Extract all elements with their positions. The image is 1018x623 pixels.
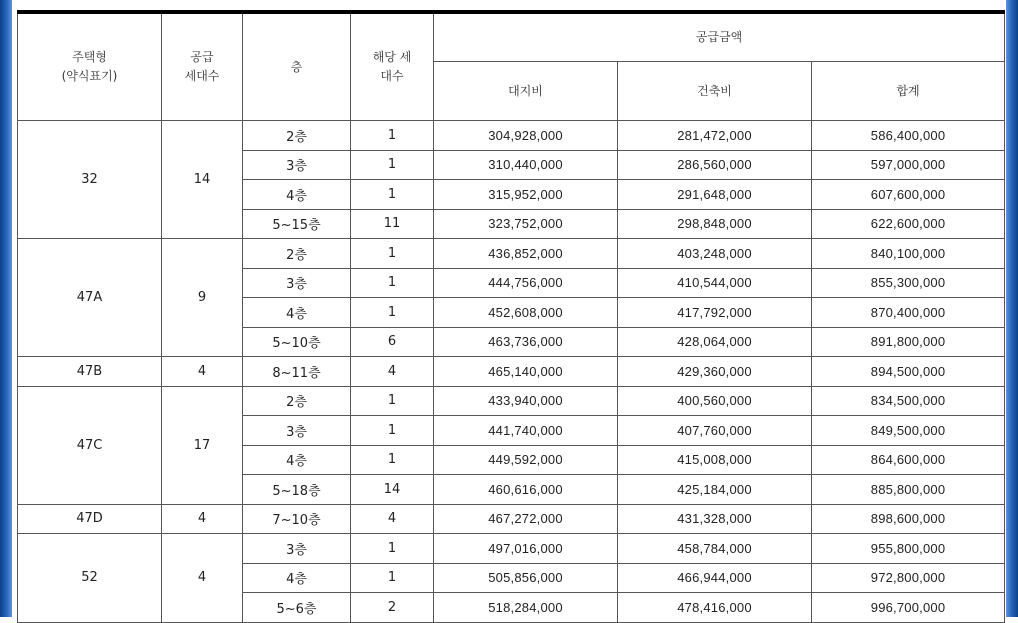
cell-housing-type: 47C <box>18 386 162 504</box>
table-row <box>18 386 1005 416</box>
table-row <box>18 239 1005 269</box>
cell-units: 1 <box>351 445 434 475</box>
cell-total: 864,600,000 <box>812 445 1005 475</box>
cell-supply-units: 17 <box>162 386 243 504</box>
header-housing-type: 주택형 (약식표기) <box>18 12 162 121</box>
cell-land-cost: 463,736,000 <box>434 327 618 357</box>
cell-floor: 4층 <box>243 563 351 593</box>
cell-units: 1 <box>351 416 434 446</box>
cell-floor: 3층 <box>243 534 351 564</box>
cell-units: 6 <box>351 327 434 357</box>
table-body <box>18 121 1005 623</box>
cell-total: 972,800,000 <box>812 563 1005 593</box>
window-frame-left <box>0 0 12 617</box>
cell-land-cost: 436,852,000 <box>434 239 618 269</box>
cell-units: 1 <box>351 239 434 269</box>
cell-total: 597,000,000 <box>812 150 1005 180</box>
cell-land-cost: 518,284,000 <box>434 593 618 623</box>
cell-housing-type: 47A <box>18 239 162 357</box>
cell-units: 2 <box>351 593 434 623</box>
cell-units: 1 <box>351 268 434 298</box>
cell-units: 4 <box>351 504 434 534</box>
cell-land-cost: 460,616,000 <box>434 475 618 505</box>
window-frame-right <box>1006 0 1018 617</box>
cell-total: 622,600,000 <box>812 209 1005 239</box>
cell-build-cost: 415,008,000 <box>618 445 812 475</box>
cell-build-cost: 431,328,000 <box>618 504 812 534</box>
cell-total: 898,600,000 <box>812 504 1005 534</box>
cell-supply-units: 4 <box>162 534 243 623</box>
table-row <box>18 357 1005 387</box>
header-floor: 층 <box>243 12 351 121</box>
cell-supply-units: 4 <box>162 504 243 534</box>
cell-floor: 5~10층 <box>243 327 351 357</box>
cell-units: 1 <box>351 150 434 180</box>
cell-supply-units: 4 <box>162 357 243 387</box>
cell-build-cost: 458,784,000 <box>618 534 812 564</box>
cell-units: 11 <box>351 209 434 239</box>
supply-price-table <box>17 10 1005 623</box>
cell-build-cost: 407,760,000 <box>618 416 812 446</box>
header-units: 해당 세 대수 <box>351 12 434 121</box>
cell-floor: 4층 <box>243 180 351 210</box>
table-row <box>18 534 1005 564</box>
cell-land-cost: 465,140,000 <box>434 357 618 387</box>
table-row <box>18 121 1005 151</box>
cell-total: 840,100,000 <box>812 239 1005 269</box>
cell-units: 1 <box>351 121 434 151</box>
cell-build-cost: 291,648,000 <box>618 180 812 210</box>
cell-land-cost: 449,592,000 <box>434 445 618 475</box>
cell-floor: 4층 <box>243 298 351 328</box>
cell-total: 607,600,000 <box>812 180 1005 210</box>
cell-total: 870,400,000 <box>812 298 1005 328</box>
header-total: 합계 <box>812 62 1005 121</box>
cell-land-cost: 497,016,000 <box>434 534 618 564</box>
cell-land-cost: 505,856,000 <box>434 563 618 593</box>
cell-units: 1 <box>351 563 434 593</box>
header-land-cost: 대지비 <box>434 62 618 121</box>
cell-floor: 5~15층 <box>243 209 351 239</box>
cell-land-cost: 441,740,000 <box>434 416 618 446</box>
header-build-cost: 건축비 <box>618 62 812 121</box>
cell-build-cost: 429,360,000 <box>618 357 812 387</box>
cell-floor: 5~6층 <box>243 593 351 623</box>
cell-units: 1 <box>351 386 434 416</box>
cell-land-cost: 452,608,000 <box>434 298 618 328</box>
cell-total: 855,300,000 <box>812 268 1005 298</box>
cell-build-cost: 400,560,000 <box>618 386 812 416</box>
cell-floor: 3층 <box>243 268 351 298</box>
cell-build-cost: 298,848,000 <box>618 209 812 239</box>
cell-build-cost: 466,944,000 <box>618 563 812 593</box>
cell-total: 996,700,000 <box>812 593 1005 623</box>
cell-floor: 4층 <box>243 445 351 475</box>
cell-floor: 3층 <box>243 416 351 446</box>
header-supply-units: 공급 세대수 <box>162 12 243 121</box>
cell-land-cost: 467,272,000 <box>434 504 618 534</box>
cell-land-cost: 304,928,000 <box>434 121 618 151</box>
header-supply-price: 공급금액 <box>434 12 1005 62</box>
cell-land-cost: 315,952,000 <box>434 180 618 210</box>
cell-floor: 5~18층 <box>243 475 351 505</box>
cell-floor: 2층 <box>243 239 351 269</box>
cell-land-cost: 433,940,000 <box>434 386 618 416</box>
cell-build-cost: 417,792,000 <box>618 298 812 328</box>
cell-build-cost: 286,560,000 <box>618 150 812 180</box>
cell-total: 834,500,000 <box>812 386 1005 416</box>
cell-floor: 8~11층 <box>243 357 351 387</box>
cell-build-cost: 281,472,000 <box>618 121 812 151</box>
cell-housing-type: 52 <box>18 534 162 623</box>
cell-floor: 2층 <box>243 386 351 416</box>
cell-build-cost: 403,248,000 <box>618 239 812 269</box>
cell-build-cost: 410,544,000 <box>618 268 812 298</box>
cell-total: 894,500,000 <box>812 357 1005 387</box>
cell-land-cost: 323,752,000 <box>434 209 618 239</box>
table-row <box>18 504 1005 534</box>
cell-housing-type: 47B <box>18 357 162 387</box>
cell-units: 1 <box>351 298 434 328</box>
cell-build-cost: 478,416,000 <box>618 593 812 623</box>
cell-units: 14 <box>351 475 434 505</box>
cell-units: 4 <box>351 357 434 387</box>
cell-housing-type: 32 <box>18 121 162 239</box>
cell-total: 885,800,000 <box>812 475 1005 505</box>
cell-total: 955,800,000 <box>812 534 1005 564</box>
cell-floor: 2층 <box>243 121 351 151</box>
cell-build-cost: 425,184,000 <box>618 475 812 505</box>
cell-land-cost: 310,440,000 <box>434 150 618 180</box>
table-header <box>18 12 1005 121</box>
cell-housing-type: 47D <box>18 504 162 534</box>
cell-land-cost: 444,756,000 <box>434 268 618 298</box>
cell-supply-units: 9 <box>162 239 243 357</box>
cell-total: 891,800,000 <box>812 327 1005 357</box>
cell-floor: 3층 <box>243 150 351 180</box>
cell-floor: 7~10층 <box>243 504 351 534</box>
cell-supply-units: 14 <box>162 121 243 239</box>
cell-total: 586,400,000 <box>812 121 1005 151</box>
cell-units: 1 <box>351 180 434 210</box>
cell-total: 849,500,000 <box>812 416 1005 446</box>
cell-units: 1 <box>351 534 434 564</box>
cell-build-cost: 428,064,000 <box>618 327 812 357</box>
